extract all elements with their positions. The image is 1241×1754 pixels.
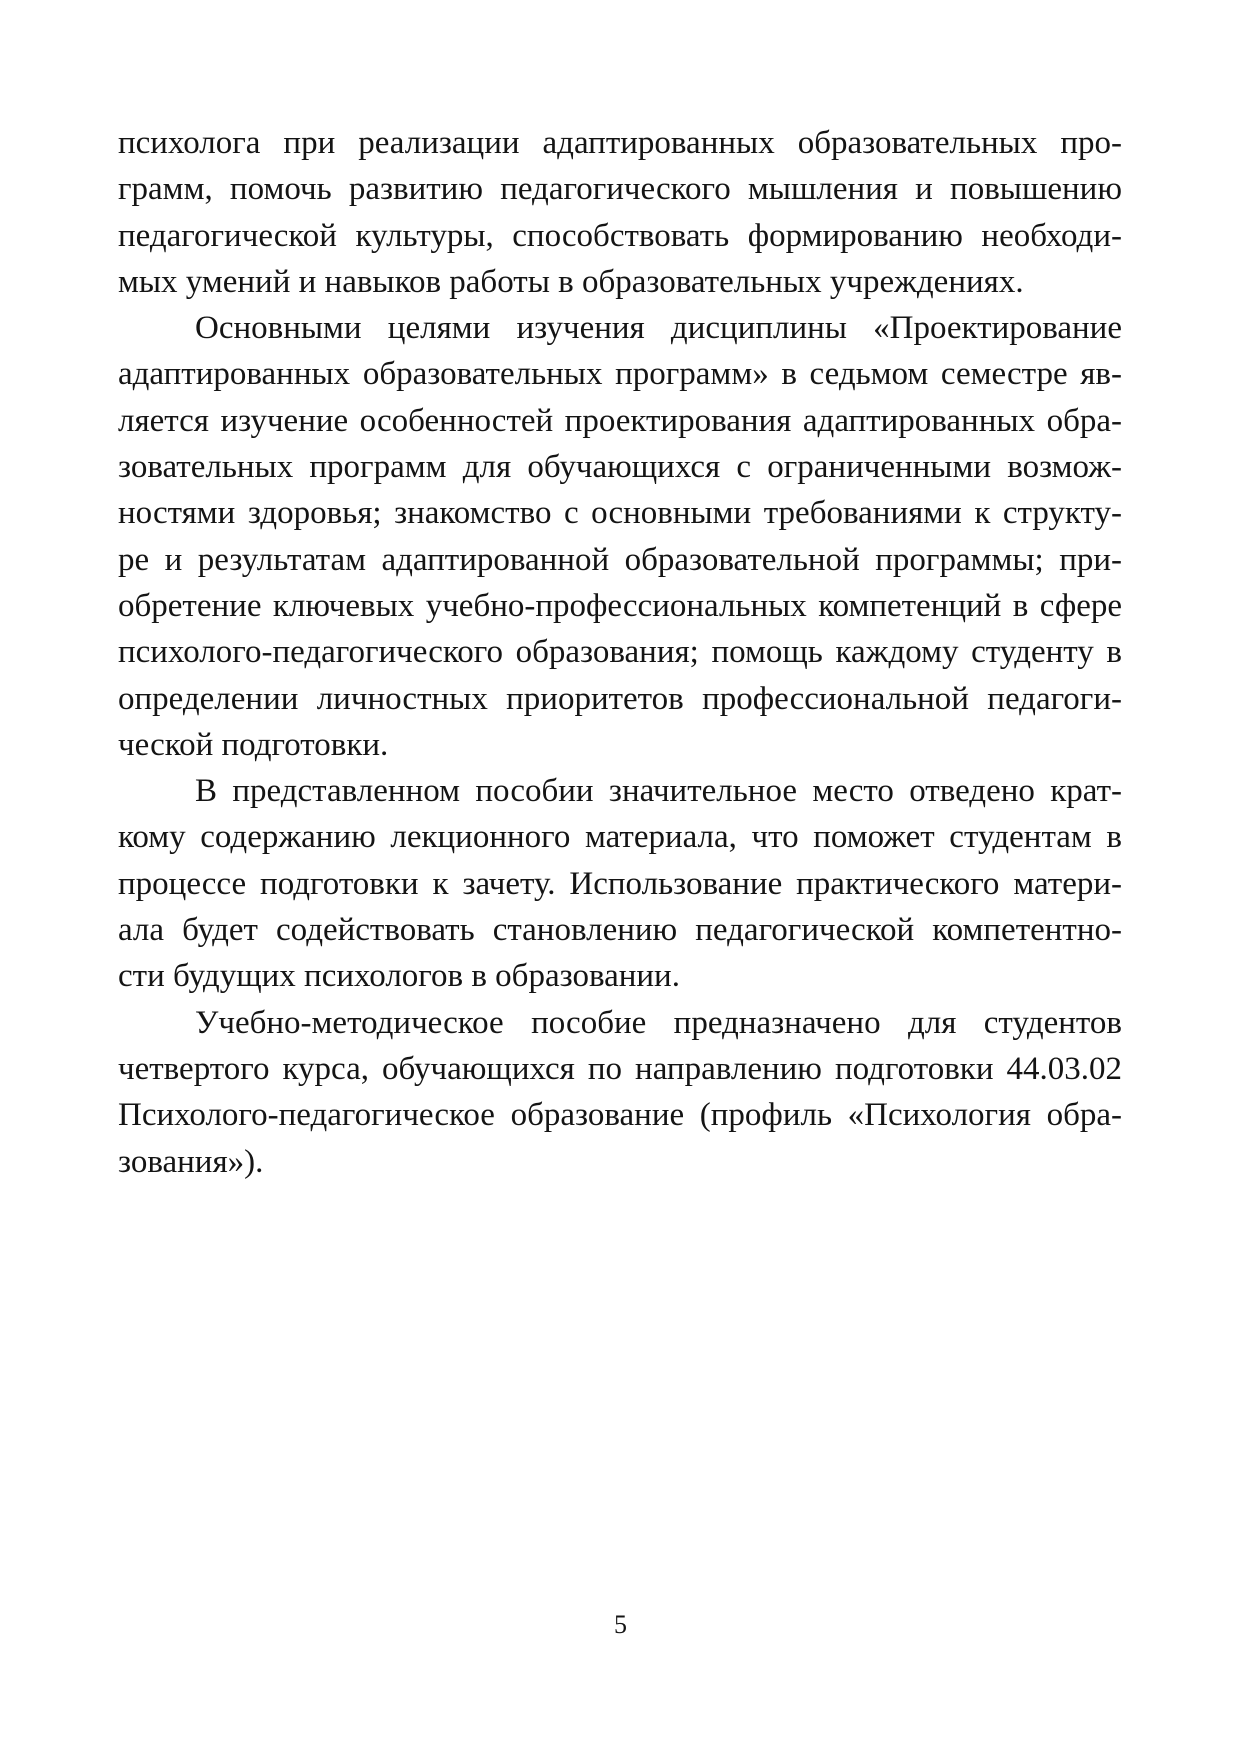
text-line: ляется изучение особенностей проектирования адаптированных обра- [118, 402, 1122, 439]
text-line: психолого-педагогического образования; помощь каждому студенту в [118, 634, 1122, 671]
text-line: зования»). [118, 1143, 264, 1180]
text-line: Учебно-методическое пособие предназначено для студентов [195, 1004, 1122, 1041]
text-line: мых умений и навыков работы в образовательных учреждениях. [118, 263, 1024, 300]
text-line: обретение ключевых учебно-профессиональных компетенций в сфере [118, 587, 1122, 624]
text-line: ностями здоровья; знакомство с основными требованиями к структу- [118, 495, 1122, 532]
text-line: Основными целями изучения дисциплины «Проектирование [195, 310, 1122, 347]
body-text [118, 120, 1122, 1185]
text-line: зовательных программ для обучающихся с ограниченными возмож- [118, 449, 1122, 486]
text-line: ческой подготовки. [118, 726, 389, 763]
text-line: Психолого-педагогическое образование (профиль «Психология обра- [118, 1097, 1122, 1134]
text-line: сти будущих психологов в образовании. [118, 958, 680, 995]
text-line: грамм, помочь развитию педагогического мышления и повышению [118, 171, 1122, 208]
paragraph-4 [118, 1000, 1122, 1185]
text-line: четвертого курса, обучающихся по направлению подготовки 44.03.02 [118, 1050, 1122, 1087]
text-line: ала будет содействовать становлению педагогической компетентно- [118, 912, 1122, 949]
text-line: кому содержанию лекционного материала, что поможет студентам в [118, 819, 1122, 856]
text-line: педагогической культуры, способствовать формированию необходи- [118, 217, 1122, 254]
paragraph-3 [118, 768, 1122, 999]
text-line: процессе подготовки к зачету. Использование практического матери- [118, 865, 1122, 902]
text-line: В представленном пособии значительное место отведено крат- [195, 773, 1122, 810]
paragraph-1 [118, 120, 1122, 305]
text-line: адаптированных образовательных программ» в седьмом семестре яв- [118, 356, 1122, 393]
page-number: 5 [614, 1610, 627, 1639]
paragraph-2 [118, 305, 1122, 768]
text-line: определении личностных приоритетов профессиональной педагоги- [118, 680, 1122, 717]
text-line: психолога при реализации адаптированных образовательных про- [118, 125, 1122, 161]
text-line: ре и результатам адаптированной образовательной программы; при- [118, 541, 1122, 578]
